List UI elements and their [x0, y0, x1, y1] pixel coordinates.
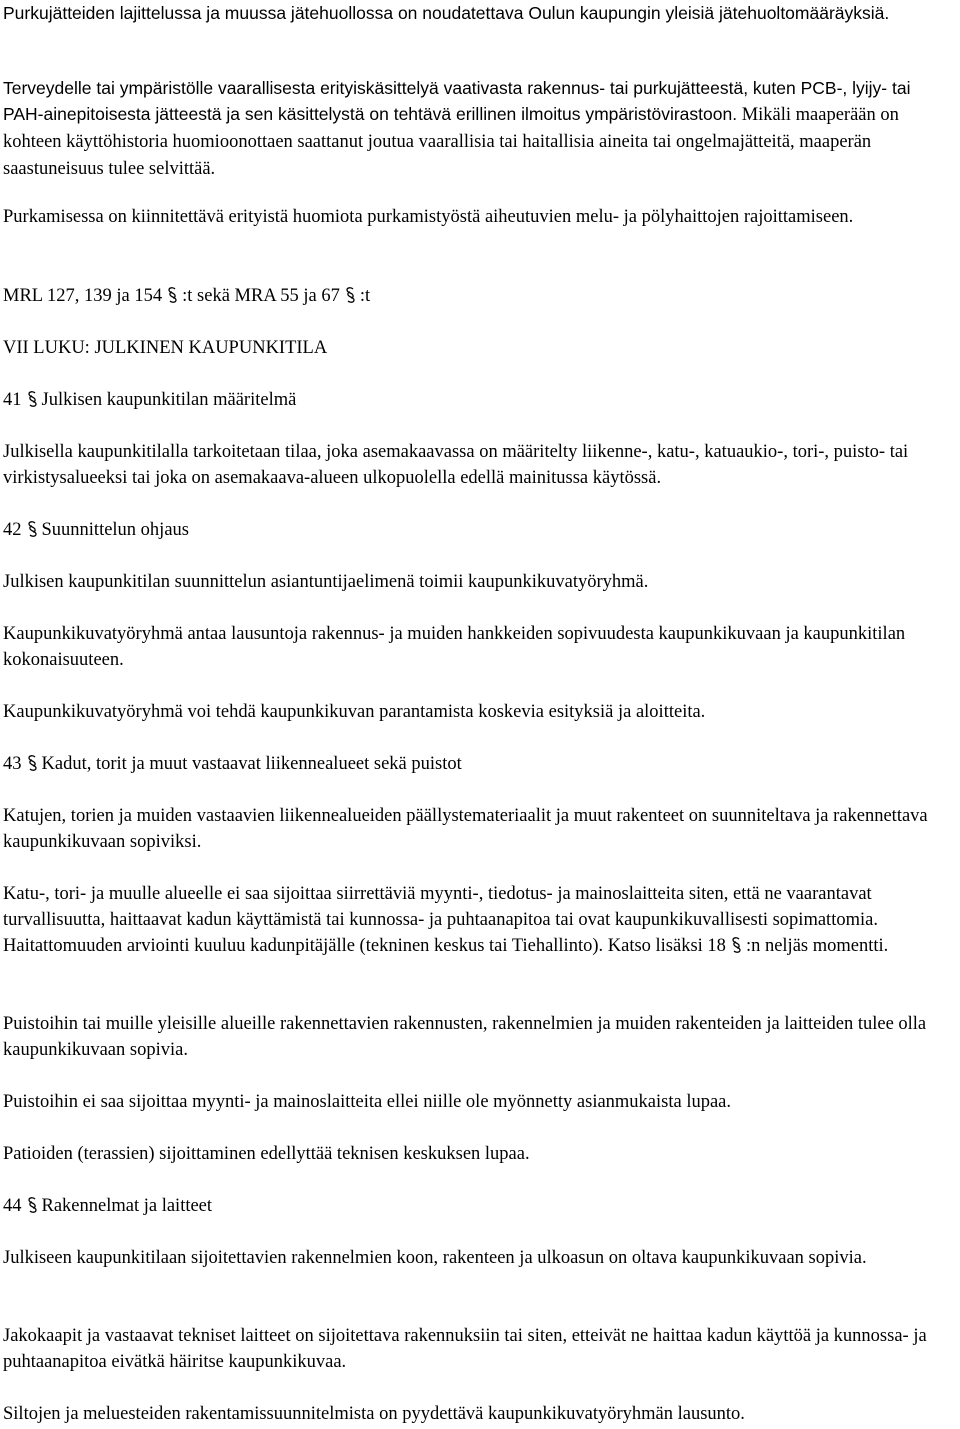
section-number: 42 — [3, 520, 22, 540]
section-sign-icon — [344, 287, 357, 303]
paragraph-text: Julkisen kaupunkitilan suunnittelun asiantuntijaelimenä toimii kaupunkikuvatyöryhmä. — [3, 572, 649, 592]
paragraph-distribution-cabinets — [3, 1323, 955, 1375]
section-sign-icon — [166, 287, 179, 303]
paragraph-bridges-noise-barriers — [3, 1401, 955, 1427]
paragraph-text: Purkujätteiden lajittelussa ja muussa jätehuollossa on noudatettava Oulun kaupungin yleisiä jätehuoltomääräyksiä. — [3, 3, 890, 23]
paragraph-text: Puistoihin ei saa sijoittaa myynti- ja mainoslaitteita ellei niille ole myönnetty asianmukaista lupaa. — [3, 1092, 732, 1112]
section-sign-icon — [730, 937, 743, 953]
section-title: Kadut, torit ja muut vastaavat liikennealueet sekä puistot — [41, 754, 462, 774]
section-sign-icon — [26, 1197, 39, 1213]
paragraph-text: Kaupunkikuvatyöryhmä voi tehdä kaupunkikuvan parantamista koskevia esityksiä ja aloitteita. — [3, 702, 706, 722]
paragraph-text: Jakokaapit ja vastaavat tekniset laitteet on sijoitettava rakennuksiin tai siten, etteivät ne haittaa kadun käyttöä ja kunnossa- ja puhtaanapitoa eivätkä häiritse kaupunkikuvaa. — [3, 1326, 932, 1372]
paragraph-proposals — [3, 699, 955, 725]
paragraph-public-space-definition — [3, 439, 955, 491]
paragraph-text: Puistoihin tai muille yleisille alueille rakennettavien rakennusten, rakennelmien ja muiden rakenteiden ja laitteiden tulee olla kaupunkikuvaan sopivia. — [3, 1014, 931, 1060]
paragraph-text-continued: Mikäli maaperään on kohteen käyttöhistoria huomioonottaen saattanut joutua vaarallisia tai haitallisia aineita tai ongelmajätteitä, maaperän saastuneisuus tulee selvittää. — [3, 105, 904, 179]
paragraph-demolition-noise — [3, 204, 955, 230]
section-number: 41 — [3, 390, 22, 410]
section-title: Rakennelmat ja laitteet — [41, 1196, 213, 1216]
section-title: Suunnittelun ohjaus — [41, 520, 189, 540]
paragraph-text: Katu-, tori- ja muulle alueelle ei saa sijoittaa siirrettäviä myynti-, tiedotus- ja mainoslaitteita siten, että ne vaarantavat turvallisuutta, haittaavat kadun käyttämistä tai kunnossa- ja puhtaanapitoa tai ovat kaupunkikuvallisesti sopimattomia. Haitattomuuden arviointi kuuluu kadunpitäjälle (tekninen keskus tai Tiehallinto). Katso lisäksi 18 — [3, 884, 883, 956]
paragraph-statements — [3, 621, 955, 673]
section-heading-42 — [3, 517, 955, 543]
chapter-heading — [3, 335, 955, 361]
paragraph-street-devices — [3, 881, 955, 959]
paragraph-text: Patioiden (terassien) sijoittaminen edellyttää teknisen keskuksen lupaa. — [3, 1144, 530, 1164]
section-heading-44 — [3, 1193, 955, 1219]
law-reference-part: MRL 127, 139 ja 154 — [3, 286, 163, 306]
law-reference-part: :t sekä MRA 55 ja 67 — [182, 286, 340, 306]
paragraph-text: Kaupunkikuvatyöryhmä antaa lausuntoja rakennus- ja muiden hankkeiden sopivuudesta kaupunkikuvaan ja kaupunkitilan kokonaisuuteen. — [3, 624, 910, 670]
paragraph-paving-materials — [3, 803, 955, 855]
chapter-title: VII LUKU: JULKINEN KAUPUNKITILA — [3, 338, 328, 358]
section-sign-icon — [26, 755, 39, 771]
paragraph-planning-expert — [3, 569, 955, 595]
paragraph-text: Katujen, torien ja muiden vastaavien liikennealueiden päällystemateriaalit ja muut rakenteet on suunniteltava ja rakennettava kaupunkikuvaan sopiviksi. — [3, 806, 933, 852]
paragraph-text-continued: :n neljäs momentti. — [745, 936, 889, 956]
section-sign-icon — [26, 391, 39, 407]
section-title: Julkisen kaupunkitilan määritelmä — [41, 390, 297, 410]
paragraph-parks-advertising — [3, 1089, 955, 1115]
section-heading-43 — [3, 751, 955, 777]
section-number: 44 — [3, 1196, 22, 1216]
paragraph-waste-regulations — [3, 0, 955, 26]
paragraph-text: Siltojen ja meluesteiden rakentamissuunnitelmista on pyydettävä kaupunkikuvatyöryhmän lausunto. — [3, 1404, 745, 1424]
paragraph-text: Terveydelle tai ympäristölle vaarallisesta erityiskäsittelyä vaativasta rakennus- tai purkujätteestä, kuten PCB-, lyijy- tai PAH-ainepitoisesta jätteestä ja sen käsittelystä on tehtävä erillinen ilmoitus ympäristövirastoon. — [3, 78, 916, 124]
law-reference-part: :t — [359, 286, 371, 306]
paragraph-parks-buildings — [3, 1011, 955, 1063]
paragraph-structures — [3, 1245, 955, 1271]
paragraph-text: Purkamisessa on kiinnitettävä erityistä huomiota purkamistyöstä aiheutuvien melu- ja pölyhaittojen rajoittamiseen. — [3, 207, 854, 227]
section-sign-icon — [26, 521, 39, 537]
paragraph-hazardous-waste — [3, 75, 955, 182]
paragraph-text: Julkisella kaupunkitilalla tarkoitetaan tilaa, joka asemakaavassa on määritelty liikenne-, katu-, katuaukio-, tori-, puisto- tai virkistysalueeksi tai joka on asemakaava-alueen ulkopuolella edellä mainitussa käytössä. — [3, 442, 913, 488]
paragraph-patios — [3, 1141, 955, 1167]
paragraph-law-references — [3, 283, 955, 309]
section-heading-41 — [3, 387, 955, 413]
section-number: 43 — [3, 754, 22, 774]
paragraph-text: Julkiseen kaupunkitilaan sijoitettavien rakennelmien koon, rakenteen ja ulkoasun on oltava kaupunkikuvaan sopivia. — [3, 1248, 867, 1268]
